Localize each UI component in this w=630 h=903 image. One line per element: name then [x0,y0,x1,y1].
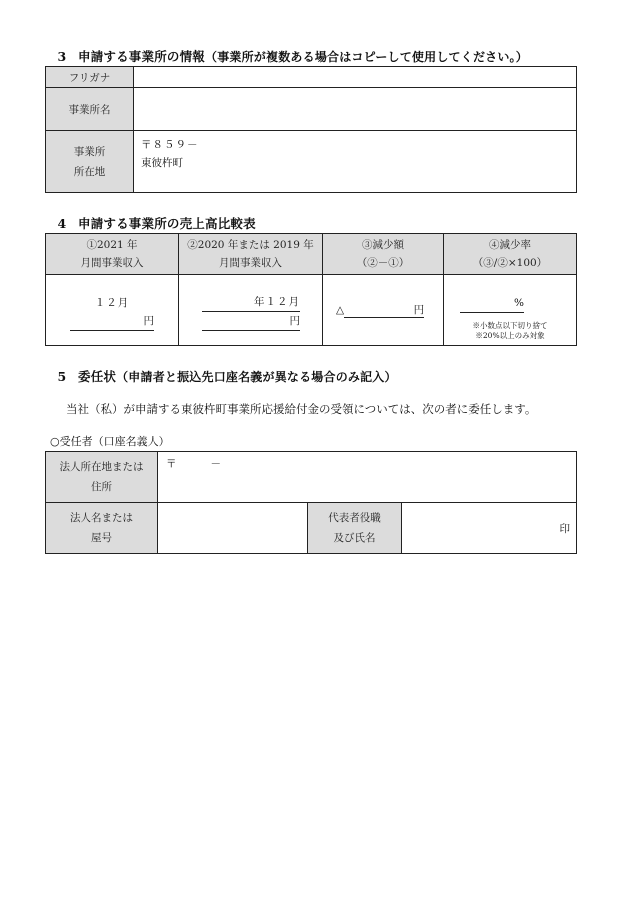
address-label-line1: 法人所在地または [59,461,144,473]
current-income-unit: 円 [70,312,154,331]
location-label-line1: 事業所 [73,145,106,158]
note-rounding: ※小数点以下切り捨て [472,320,548,330]
business-name-field[interactable] [134,88,577,131]
header-line2: 月間事業収入 [219,257,282,269]
delegate-table [45,451,577,554]
header-line1: ④減少率 [489,239,531,251]
section-subtitle: （申請者と振込先口座名義が異なる場合のみ記入） [116,370,397,384]
postal-mark: 〒 [166,458,177,470]
representative-label [308,503,402,554]
section-title: 委任状 [78,369,117,384]
rep-label-line1: 代表者役職 [328,512,381,524]
header-line2: （②－①） [356,257,410,269]
location-label-line2: 所在地 [73,165,106,178]
furigana-label: フリガナ [46,67,134,88]
postal-dash: － [210,458,221,470]
rep-label-line2: 及び氏名 [333,532,376,544]
section-3-heading [50,47,528,65]
section-number: 4 [57,216,67,231]
triangle-icon: △ [336,304,345,316]
section-number: 3 [57,49,67,64]
corporate-name-field[interactable] [158,503,308,554]
header-line1: ①2021 年 [86,239,138,251]
current-month: １２月 [94,296,130,309]
address-label [46,452,158,503]
header-line2: 月間事業収入 [80,257,144,269]
header-current-income [46,234,179,275]
header-previous-income [179,234,323,275]
decrease-rate-unit: % [460,294,524,313]
address-label-line2: 住所 [91,481,112,493]
header-line1: ②2020 年または 2019 年 [187,239,314,251]
representative-field[interactable] [402,503,577,554]
delegate-heading: ○受任者（口座名義人） [50,435,170,448]
business-info-table [45,66,577,193]
decrease-amount-cell[interactable] [323,275,444,346]
decrease-amount-unit: 円 [344,302,424,318]
business-location-label [46,131,134,193]
current-income-cell[interactable] [46,275,179,346]
decrease-rate-cell[interactable] [444,275,577,346]
business-name-label: 事業所名 [46,88,134,131]
town-name: 東彼杵町 [141,157,183,169]
corp-label-line2: 屋号 [91,532,112,544]
previous-income-cell[interactable] [179,275,323,346]
section-5-heading [50,367,397,385]
delegation-statement: 当社（私）が申請する東彼杵町事業所応援給付金の受領については、次の者に委任します。 [66,402,537,416]
corp-label-line1: 法人名または [70,512,133,524]
previous-income-unit: 円 [202,312,300,331]
furigana-field[interactable] [134,67,577,88]
section-4-heading [50,214,256,232]
header-decrease-amount [323,234,444,275]
section-subtitle: （事業所が複数ある場合はコピーして使用してください。） [205,50,528,64]
previous-month: 年１２月 [202,293,300,312]
postal-code: 〒８５９－ [141,139,199,151]
header-line2: （③/②×100） [472,257,548,269]
note-threshold: ※20%以上のみ対象 [475,330,545,340]
header-line1: ③減少額 [362,239,404,251]
address-field[interactable] [158,452,577,503]
sales-comparison-table [45,233,577,346]
section-title: 申請する事業所の情報 [78,49,206,64]
section-title: 申請する事業所の売上高比較表 [78,216,256,231]
corporate-name-label [46,503,158,554]
seal-mark: 印 [559,522,571,535]
header-decrease-rate [444,234,577,275]
business-location-field[interactable] [134,131,577,193]
section-number: 5 [57,369,67,384]
